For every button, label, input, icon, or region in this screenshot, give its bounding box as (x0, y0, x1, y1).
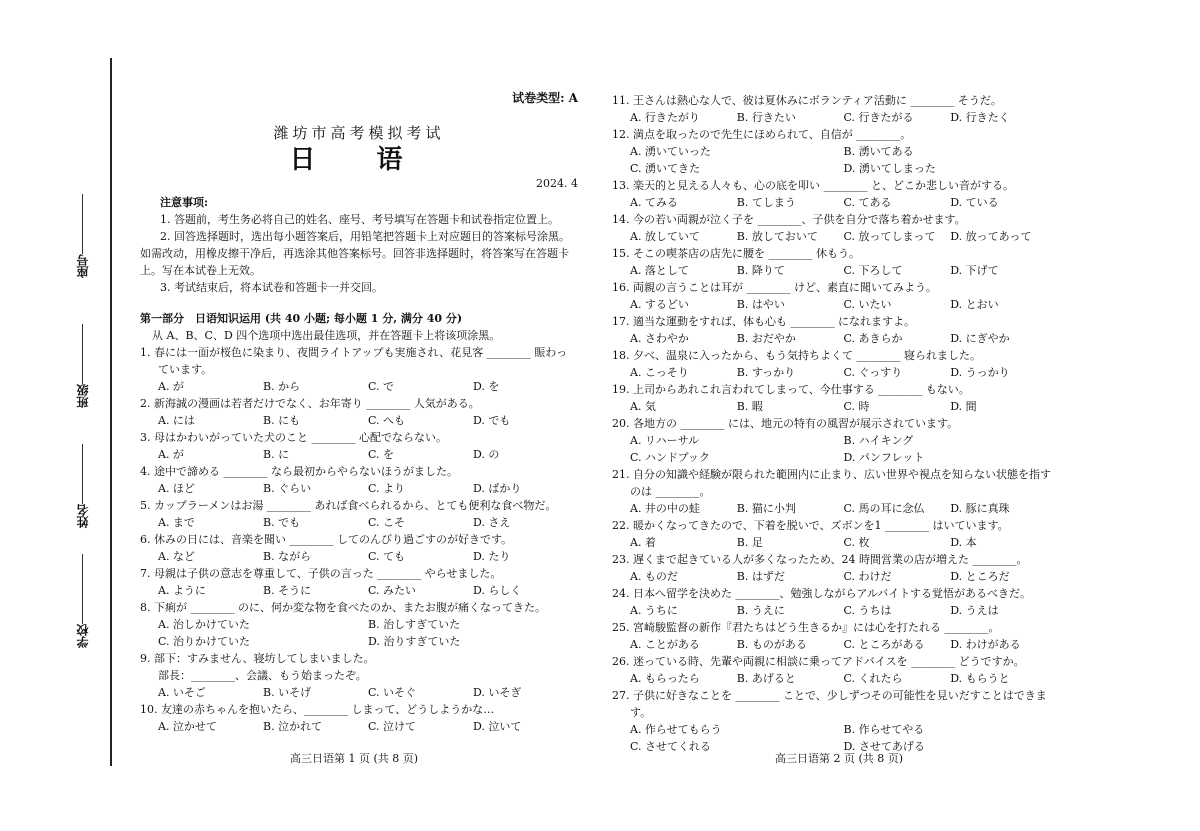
answer-options (140, 446, 578, 463)
answer-options (612, 636, 1057, 653)
answer-option: C. 行きたがる (843, 111, 914, 124)
answer-option: C. 下ろして (843, 264, 903, 277)
note-item: 2. 回答选择题时，选出每小题答案后，用铅笔把答题卡上对应题目的答案标号涂黑。如需改动，用橡皮擦干净后，再选涂其他答案标号。回答非选择题时，将答案写在答题卡上。写在本试卷上无效。 (140, 230, 570, 277)
section-instruction: 从 A、B、C、D 四个选项中选出最佳选项，并在答题卡上将该项涂黑。 (152, 329, 501, 342)
question-text: 2. 新海誠の漫画は若者だけでなく、お年寄り ________ 人気がある。 (140, 397, 480, 410)
note-item: 1. 答题前，考生务必将自己的姓名、座号、考号填写在答题卡和试卷指定位置上。 (160, 213, 559, 226)
answer-option: B. ぐらい (263, 482, 312, 495)
answer-option: A. うちに (630, 604, 678, 617)
answer-option: D. ところだ (950, 570, 1010, 583)
answer-options (140, 378, 578, 395)
answer-option: D. を (473, 380, 500, 393)
answer-option: D. 湧いてしまった (843, 162, 936, 175)
question-text: 4. 途中で諦める ________ なら最初からやらないほうがました。 (140, 465, 458, 478)
answer-option: C. 枚 (843, 536, 870, 549)
answer-option: D. らしく (473, 584, 522, 597)
question-item (140, 463, 578, 497)
answer-option: B. いそげ (263, 686, 312, 699)
answer-options (612, 534, 1057, 551)
answer-option: D. させてあげる (843, 740, 925, 753)
binding-field-school (62, 550, 102, 648)
answer-option: D. うっかり (950, 366, 1010, 379)
answer-option: A. さわやか (630, 332, 689, 345)
question-item (612, 415, 1057, 466)
answer-option: A. まで (158, 516, 195, 529)
answer-option: B. 降りて (736, 264, 785, 277)
answer-option: D. パンフレット (843, 451, 925, 464)
question-text: 6. 休みの日には、音楽を聞い ________ してのんびり過ごすのが好きです。 (140, 533, 513, 546)
question-item (612, 687, 1057, 755)
question-text: 21. 自分の知識や経験が限られた範囲内に止まり、広い世界や視点を知らない状態を指すのは ________。 (612, 468, 1051, 498)
answer-option: A. 井の中の蛙 (630, 502, 700, 515)
question-text: 20. 各地方の ________ には、地元の特有の風習が展示されています。 (612, 417, 959, 430)
answer-option: A. ほど (158, 482, 195, 495)
answer-option: D. 泣いて (473, 720, 522, 733)
answer-option: B. うえに (736, 604, 785, 617)
question-item (612, 245, 1057, 279)
question-text: 1. 春には一面が桜色に染まり、夜間ライトアップも実施され、花見客 ________ 賑わっています。 (140, 346, 568, 376)
answer-option: A. 治しかけていた (158, 618, 250, 631)
question-item (612, 381, 1057, 415)
answer-option: B. に (263, 448, 290, 461)
answer-options (140, 480, 578, 497)
answer-option: B. 足 (736, 536, 763, 549)
question-item (140, 650, 578, 701)
answer-option: A. 作らせてもらう (630, 723, 722, 736)
answer-option: A. ように (158, 584, 206, 597)
answer-option: B. にも (263, 414, 301, 427)
section-title: 第一部分 日语知识运用 (共 40 小题; 每小题 1 分, 满分 40 分) (140, 312, 463, 325)
question-text: 19. 上司からあれこれ言われてしまって、今仕事する ________ もない。 (612, 383, 970, 396)
question-item (612, 92, 1057, 126)
answer-options (612, 568, 1057, 585)
answer-option: A. 行きたがり (630, 111, 700, 124)
answer-option: C. てある (843, 196, 892, 209)
question-text: 25. 宮崎駿監督の新作『君たちはどう生きるか』には心を打たれる ________。 (612, 621, 1000, 634)
question-item (140, 701, 578, 735)
answer-options (612, 143, 1057, 177)
answer-option: C. 治りかけていた (158, 635, 251, 648)
question-text: 7. 母親は子供の意志を尊重して、子供の言った ________ やらせました。 (140, 567, 502, 580)
answer-option: B. 泣かれて (263, 720, 323, 733)
answer-option: B. ものがある (736, 638, 807, 651)
answer-option: B. でも (263, 516, 301, 529)
question-item (612, 653, 1057, 687)
answer-option: A. など (158, 550, 195, 563)
answer-option: C. いそぐ (368, 686, 417, 699)
question-item (140, 344, 578, 395)
answer-options (612, 500, 1057, 517)
question-text: 3. 母はかわいがっていた犬のこと ________ 心配でならない。 (140, 431, 447, 444)
paper-type-label: 试卷类型: A (512, 91, 578, 105)
answer-option: C. ところがある (843, 638, 925, 651)
answer-options (140, 548, 578, 565)
answer-option: D. にぎやか (950, 332, 1010, 345)
answer-option: C. 泣けて (368, 720, 417, 733)
answer-option: B. てしまう (736, 196, 796, 209)
answer-option: A. が (158, 380, 184, 393)
answer-options (612, 228, 1057, 245)
answer-option: A. には (158, 414, 195, 427)
answer-option: D. 豚に真珠 (950, 502, 1010, 515)
answer-options (612, 109, 1057, 126)
answer-options (140, 582, 578, 599)
answer-option: D. でも (473, 414, 511, 427)
answer-option: A. 落として (630, 264, 689, 277)
answer-option: B. から (263, 380, 301, 393)
answer-option: B. すっかり (736, 366, 796, 379)
question-item (140, 395, 578, 429)
note-item: 3. 考试结束后，将本试卷和答题卡一并交回。 (160, 281, 383, 294)
answer-options (140, 718, 578, 735)
name-write-line[interactable] (82, 444, 83, 504)
binding-field-class (62, 320, 102, 408)
question-item (612, 585, 1057, 619)
answer-options (612, 398, 1057, 415)
question-item (612, 211, 1057, 245)
answer-option: D. うえは (950, 604, 999, 617)
page-1-column (140, 90, 578, 735)
question-text: 13. 楽天的と見える人々も、心の底を叩い ________ と、どこか悲しい音がする。 (612, 179, 1014, 192)
answer-options (612, 432, 1057, 466)
answer-option: C. ハンドブック (630, 451, 710, 464)
question-item (612, 347, 1057, 381)
answer-options (612, 602, 1057, 619)
question-text: 23. 遅くまで起きている人が多くなったため、24 時間営業の店が増えた ________。 (612, 553, 1028, 566)
question-text: 12. 満点を取ったので先生にほめられて、自信が ________。 (612, 128, 912, 141)
question-item (612, 517, 1057, 551)
answer-option: C. ぐっすり (843, 366, 903, 379)
question-item (612, 126, 1057, 177)
question-dialog-line: 部長：________、会議、もう始まったぞ。 (158, 669, 367, 682)
answer-option: A. 着 (630, 536, 656, 549)
binding-field-name (62, 440, 102, 528)
question-text: 18. 夕べ、温泉に入ったから、もう気持ちよくて ________ 寝られました。 (612, 349, 981, 362)
page-2-footer: 高三日语第 2 页 (共 8 页) (775, 752, 904, 765)
answer-options (140, 514, 578, 531)
answer-option: D. いそぎ (473, 686, 522, 699)
question-item (140, 599, 578, 650)
answer-option: D. 下げて (950, 264, 999, 277)
subject-title: 日 语 (289, 145, 429, 175)
answer-option: D. もらうと (950, 672, 1010, 685)
answer-option: A. こっそり (630, 366, 689, 379)
question-item (140, 497, 578, 531)
question-text: 17. 適当な運動をすれば、体も心も ________ になれますよ。 (612, 315, 915, 328)
answer-option: A. 泣かせて (158, 720, 217, 733)
answer-options (612, 194, 1057, 211)
school-write-line[interactable] (82, 554, 83, 624)
answer-option: C. で (368, 380, 395, 393)
answer-options (612, 330, 1057, 347)
question-list-page-2 (612, 92, 1057, 755)
question-text: 22. 暖かくなってきたので、下着を脱いで、ズボンを1 ________ はいています。 (612, 519, 1009, 532)
question-list-page-1 (140, 344, 578, 735)
answer-option: C. させてくれる (630, 740, 712, 753)
answer-option: B. おだやか (736, 332, 796, 345)
question-text: 9. 部下：すみません、寝坊してしまいました。 (140, 652, 375, 665)
binding-field-seat (62, 190, 102, 278)
answer-option: D. 本 (950, 536, 977, 549)
question-text: 15. そこの喫茶店の店先に腰を ________ 休もう。 (612, 247, 860, 260)
class-label: 班级 (75, 384, 90, 408)
name-label: 姓名 (75, 504, 90, 528)
question-item (612, 466, 1057, 517)
exam-title: 潍坊市高考模拟考试 (273, 124, 445, 142)
answer-option: D. とおい (950, 298, 999, 311)
answer-option: B. 治しすぎていた (368, 618, 461, 631)
answer-option: C. こそ (368, 516, 406, 529)
answer-option: A. ものだ (630, 570, 678, 583)
answer-option: C. あきらか (843, 332, 903, 345)
answer-option: B. 湧いてある (843, 145, 914, 158)
answer-option: C. くれたら (843, 672, 903, 685)
answer-option: A. てみる (630, 196, 678, 209)
answer-option: A. 湧いていった (630, 145, 711, 158)
answer-option: C. へも (368, 414, 406, 427)
answer-option: B. はずだ (736, 570, 785, 583)
answer-option: D. 放ってあって (950, 230, 1032, 243)
answer-option: B. はやい (736, 298, 785, 311)
answer-option: B. 作らせてやる (843, 723, 925, 736)
answer-option: B. 行きたい (736, 111, 796, 124)
school-label: 学校 (75, 624, 90, 648)
answer-options (612, 364, 1057, 381)
question-item (612, 279, 1057, 313)
question-item (612, 619, 1057, 653)
seat-write-line[interactable] (82, 194, 83, 254)
answer-option: B. そうに (263, 584, 312, 597)
answer-option: A. もらったら (630, 672, 700, 685)
answer-option: C. 時 (843, 400, 870, 413)
answer-options (612, 670, 1057, 687)
answer-options (612, 262, 1057, 279)
answer-option: D. ばかり (473, 482, 522, 495)
answer-option: C. みたい (368, 584, 417, 597)
answer-options (140, 616, 578, 650)
exam-date: 2024. 4 (536, 177, 578, 190)
page-1-footer: 高三日语第 1 页 (共 8 页) (290, 752, 419, 765)
answer-option: A. 放していて (630, 230, 700, 243)
question-item (612, 177, 1057, 211)
answer-option: B. 暇 (736, 400, 763, 413)
answer-option: A. いそご (158, 686, 206, 699)
seat-label: 座号 (75, 254, 90, 278)
question-text: 14. 今の若い両親が泣く子を ________、子供を自分で落ち着かせます。 (612, 213, 966, 226)
answer-option: D. 治りすぎていた (368, 635, 461, 648)
answer-option: A. するどい (630, 298, 689, 311)
question-text: 11. 王さんは熱心な人で、彼は夏休みにボランティア活動に ________ そうだ。 (612, 94, 1002, 107)
question-text: 8. 下痢が ________ のに、何か変な物を食べたのか、またお腹が痛くなってきた。 (140, 601, 546, 614)
answer-option: C. 放ってしまって (843, 230, 936, 243)
notes-title: 注意事项: (160, 196, 209, 209)
answer-option: A. ことがある (630, 638, 700, 651)
answer-option: D. わけがある (950, 638, 1021, 651)
answer-option: A. リハーサル (630, 434, 700, 447)
answer-option: C. を (368, 448, 395, 461)
question-text: 10. 友達の赤ちゃんを抱いたら、________ しまって、どうしようかな… (140, 703, 495, 716)
page-2-column (612, 92, 1057, 755)
answer-option: D. の (473, 448, 500, 461)
question-item (140, 565, 578, 599)
answer-option: B. ながら (263, 550, 312, 563)
question-text: 27. 子供に好きなことを ________ ことで、少しずつその可能性を見いだすことはできます。 (612, 689, 1047, 719)
answer-option: C. より (368, 482, 406, 495)
answer-option: A. 気 (630, 400, 656, 413)
question-text: 16. 両親の言うことは耳が ________ けど、素直に聞いてみよう。 (612, 281, 937, 294)
answer-option: C. 馬の耳に念仏 (843, 502, 925, 515)
question-item (140, 429, 578, 463)
answer-option: B. 放しておいて (736, 230, 818, 243)
answer-option: D. 間 (950, 400, 977, 413)
answer-option: C. ても (368, 550, 406, 563)
answer-option: C. 湧いてきた (630, 162, 701, 175)
binding-line (110, 58, 112, 766)
answer-option: D. 行きたく (950, 111, 1010, 124)
answer-option: A. が (158, 448, 184, 461)
answer-option: D. さえ (473, 516, 511, 529)
answer-option: D. ている (950, 196, 999, 209)
answer-option: C. わけだ (843, 570, 892, 583)
answer-options (140, 412, 578, 429)
question-text: 24. 日本へ留学を決めた ________、勉強しながらアルバイトする覚悟があるべきだ。 (612, 587, 1031, 600)
answer-option: B. ハイキング (843, 434, 914, 447)
question-text: 26. 迷っている時、先輩や両親に相談に乗ってアドバイスを ________ どうですか。 (612, 655, 1025, 668)
answer-option: D. たり (473, 550, 511, 563)
question-item (612, 313, 1057, 347)
answer-option: B. 猫に小判 (736, 502, 796, 515)
question-item (612, 551, 1057, 585)
answer-option: B. あげると (736, 672, 796, 685)
answer-option: C. いたい (843, 298, 892, 311)
answer-option: C. うちは (843, 604, 892, 617)
question-item (140, 531, 578, 565)
binding-fields (62, 190, 102, 660)
question-text: 5. カップラーメンはお湯 ________ あれば食べられるから、とても便利な食べ物だ。 (140, 499, 557, 512)
answer-options (612, 296, 1057, 313)
answer-options (140, 684, 578, 701)
class-write-line[interactable] (82, 324, 83, 384)
